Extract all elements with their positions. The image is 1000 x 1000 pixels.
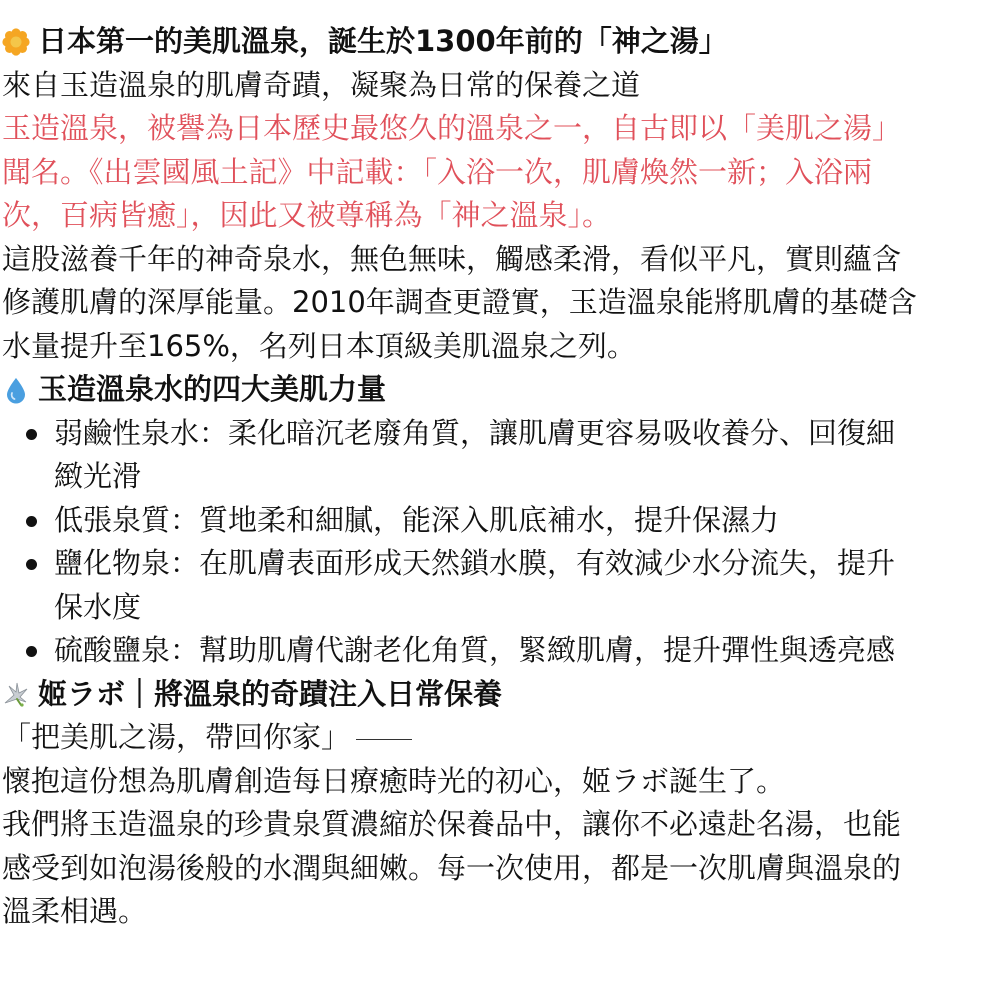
section-heading-origin (0, 20, 1000, 64)
section-heading-text: 日本第一的美肌溫泉，誕生於1300年前的「神之湯」 (38, 24, 728, 58)
bullet-dot (26, 516, 37, 527)
highlight-line: 玉造溫泉，被譽為日本歷史最悠久的溫泉之一，自古即以「美肌之湯」 (2, 111, 902, 145)
list-item-text: 弱鹼性泉水：柔化暗沉老廢角質，讓肌膚更容易吸收養分、回復細 (54, 415, 896, 450)
quote-line (0, 716, 1000, 760)
list-item-text: 鹽化物泉：在肌膚表面形成天然鎖水膜，有效減少水分流失，提升 (54, 546, 896, 580)
section-heading-text: 姬ラボ｜將溫泉的奇蹟注入日常保養 (38, 676, 503, 711)
list-item-text: 低張泉質：質地柔和細膩，能深入肌底補水，提升保濕力 (54, 502, 780, 537)
dove-icon (2, 680, 30, 708)
list-item (0, 499, 1000, 543)
section-heading-powers (0, 368, 1000, 412)
bullet-dot (26, 646, 37, 657)
dash-divider (356, 739, 412, 740)
list-item-text: 保水度 (54, 589, 142, 624)
intro-text: 來自玉造溫泉的肌膚奇蹟，凝聚為日常的保養之道 (2, 67, 641, 102)
orange-flower-icon (2, 28, 30, 56)
quote-text: 「把美肌之湯，帶回你家」 (2, 720, 351, 754)
list-item (0, 412, 1000, 499)
highlight-line: 次，百病皆癒」，因此又被尊稱為「神之溫泉」。 (2, 198, 612, 232)
list-item (0, 542, 1000, 629)
section-heading-text: 玉造溫泉水的四大美肌力量 (38, 372, 387, 406)
section-heading-brand (0, 673, 1000, 717)
list-item (0, 629, 1000, 673)
bullet-dot (26, 559, 37, 570)
list-item-text: 緻光滑 (54, 459, 142, 493)
body-line: 修護肌膚的深厚能量。2010年調查更證實，玉造溫泉能將肌膚的基礎含 (2, 285, 917, 319)
bullet-dot (26, 429, 37, 440)
body-line: 感受到如泡湯後般的水潤與細嫩。每一次使用，都是一次肌膚與溫泉的 (2, 850, 902, 885)
highlight-line: 聞名。《出雲國風土記》中記載：「入浴一次，肌膚煥然一新；入浴兩 (2, 154, 873, 189)
body-line: 水量提升至165%，名列日本頂級美肌溫泉之列。 (2, 328, 636, 363)
body-line: 溫柔相遇。 (2, 894, 148, 928)
body-line: 我們將玉造溫泉的珍貴泉質濃縮於保養品中，讓你不必遠赴名湯，也能 (2, 807, 902, 841)
body-line: 懷抱這份想為肌膚創造每日療癒時光的初心，姬ラボ誕生了。 (2, 763, 786, 798)
list-item-text: 硫酸鹽泉：幫助肌膚代謝老化角質，緊緻肌膚，提升彈性與透亮感 (54, 633, 896, 667)
water-drop-icon (2, 376, 30, 404)
body-line: 這股滋養千年的神奇泉水，無色無味，觸感柔滑，看似平凡，實則蘊含 (2, 241, 902, 276)
